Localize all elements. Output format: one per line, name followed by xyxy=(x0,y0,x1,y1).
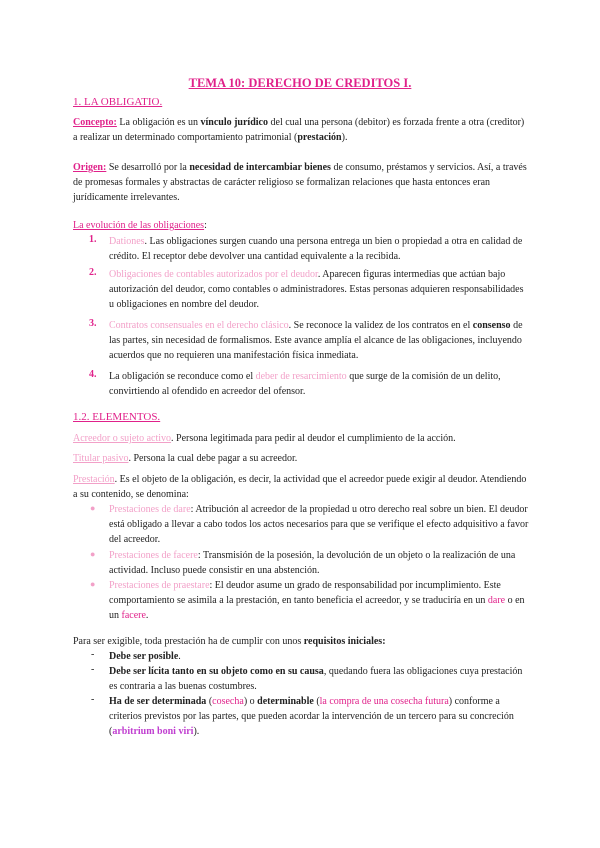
acreedor-paragraph: Acreedor o sujeto activo. Persona legitimada para pedir al deudor el cumplimiento de la acción. xyxy=(73,433,456,444)
section-heading-obligatio: 1. LA OBLIGATIO. xyxy=(73,96,163,108)
requisito-determinada: Ha de ser determinada (cosecha) o determinable (la compra de una cosecha futura) conforme a criterios previstos por las partes, que pueden acordar la intervención de un tercero para su concreción (arbitrium boni viri). xyxy=(109,696,514,737)
requisito-posible: Debe ser posible. xyxy=(109,651,181,662)
requisitos-intro: Para ser exigible, toda prestación ha de cumplir con unos requisitos iniciales: xyxy=(73,636,386,647)
prestacion-paragraph: Prestación. Es el objeto de la obligación, es decir, la actividad que el acreedor puede exigir al deudor. Atendiendo a su contenido, se denomina: xyxy=(73,474,527,500)
origen-paragraph: Origen: Se desarrolló por la necesidad de intercambiar bienes de consumo, préstamos y servicios. Así, a través de promesas formales y abstractas de carácter religioso se formalizan relaciones que hasta entonces eran jurídicamente irrelevantes. xyxy=(73,162,527,203)
evolucion-item-contratos: Contratos consensuales en el derecho clásico. Se reconoce la validez de los contratos en el consenso de las partes, sin necesidad de formalismos. Este avance amplía el alcance de las obligaciones, incluyendo acuerdos que no requieren una manifestación física inmediata. xyxy=(109,320,523,361)
prestacion-item-dare: Prestaciones de dare: Atribución al acreedor de la propiedad u otro derecho real sobre un bien. El deudor está obligado a llevar a cabo todos los actos necesarios para que se verifique el efecto adquisitivo a favor del acreedor. xyxy=(109,504,529,545)
document-title: TEMA 10: DERECHO DE CREDITOS I. xyxy=(188,76,412,90)
concepto-label: Concepto: xyxy=(73,117,117,128)
dash-marker: - xyxy=(91,649,95,660)
prestacion-item-praestare: Prestaciones de praestare: El deudor asume un grado de responsabilidad por incumplimiento. Este comportamiento se asimila a la prestación, en tanto beneficia el acreedor, y se traduciría en un dare o en un facere. xyxy=(109,580,525,621)
bullet-icon: ● xyxy=(90,503,96,513)
requisito-licita: Debe ser lícita tanto en su objeto como en su causa, quedando fuera las obligaciones cuya prestación es contraria a las buenas costumbres. xyxy=(109,666,523,692)
prestacion-item-facere: Prestaciones de facere: Transmisión de la posesión, la devolución de un objeto o la realización de una actividad. Incluso puede consistir en una abstención. xyxy=(109,550,516,576)
evolucion-item-resarcimiento: La obligación se reconduce como el deber de resarcimiento que surge de la comisión de un delito, convirtiendo al ofendido en acreedor del ofensor. xyxy=(109,371,501,397)
bullet-icon: ● xyxy=(90,549,96,559)
list-number: 1. xyxy=(89,234,97,245)
bullet-icon: ● xyxy=(90,579,96,589)
section-heading-elementos: 1.2. ELEMENTOS. xyxy=(73,411,161,423)
evolucion-item-contables: Obligaciones de contables autorizados por el deudor. Aparecen figuras intermedias que actúan bajo autorización del deudor, como contables o administradores. Estas personas adquieren responsabilidades u obligaciones en nombre del deudor. xyxy=(109,269,524,310)
list-number: 2. xyxy=(89,267,97,278)
origen-label: Origen: xyxy=(73,162,107,173)
dash-marker: - xyxy=(91,694,95,705)
list-number: 3. xyxy=(89,318,97,329)
evolucion-heading: La evolución de las obligaciones: xyxy=(73,220,207,231)
titular-paragraph: Titular pasivo. Persona la cual debe pagar a su acreedor. xyxy=(73,453,298,464)
concepto-paragraph: Concepto: La obligación es un vínculo jurídico del cual una persona (debitor) es forzada frente a otra (creditor) a realizar un determinado comportamiento patrimonial (prestación). xyxy=(73,117,525,143)
list-number: 4. xyxy=(89,369,97,380)
evolucion-item-dationes: Dationes. Las obligaciones surgen cuando una persona entrega un bien o propiedad a otra en calidad de crédito. El receptor debe devolver una cantidad equivalente a la recibida. xyxy=(109,236,523,262)
dash-marker: - xyxy=(91,664,95,675)
